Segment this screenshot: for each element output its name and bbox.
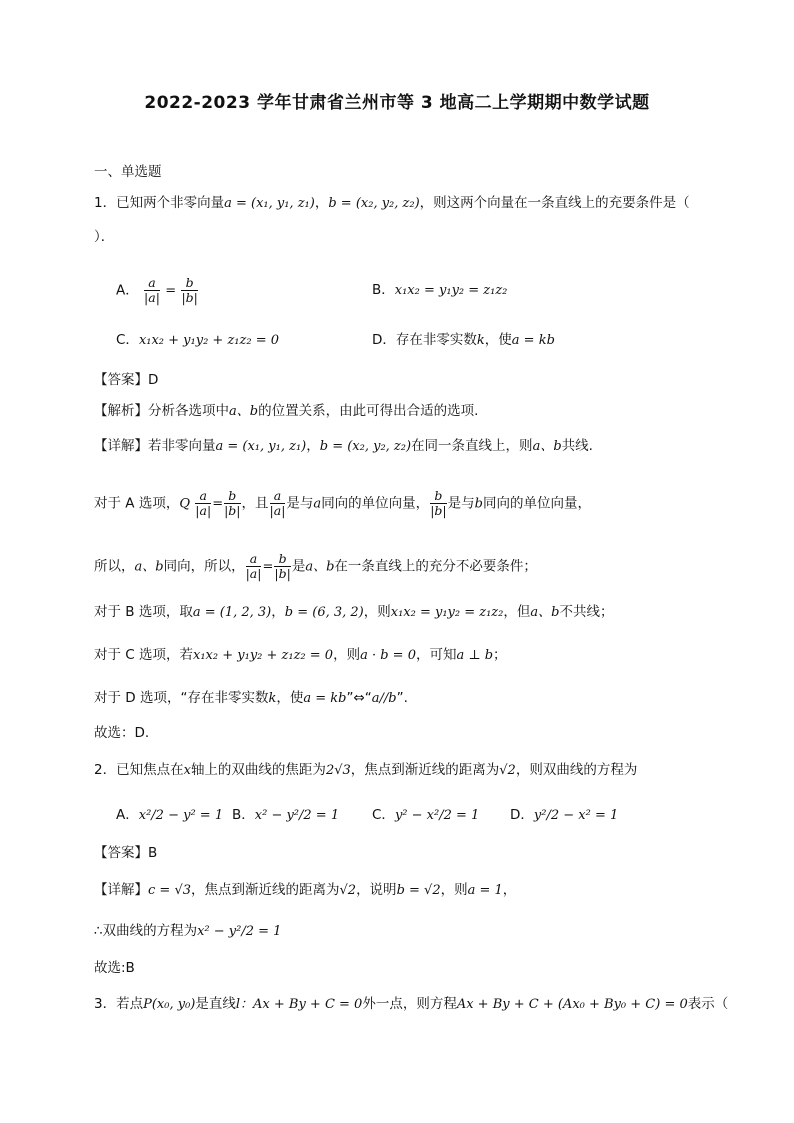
line-b-text-4: 不共线； [559,604,614,620]
answer-value: B [148,845,158,861]
q1-stem [94,193,698,214]
frac-denominator: |a| [269,503,286,518]
frac-numerator: a [246,552,262,567]
frac-numerator: b [181,276,197,291]
line-a-text: 对于 A 选项， [94,495,180,512]
q2-option-b-label: B． [232,807,255,823]
q2-detail-text-4: ， [502,882,517,898]
q1-option-c-expr: x₁x₂ + y₁y₂ + z₁z₂ = 0 [138,333,279,348]
frac-a [246,552,262,581]
q3-line: l：Ax + By + C = 0 [235,997,363,1012]
equals-sign: = [165,283,177,299]
analysis-tag: 【解析】 [94,403,148,419]
frac-a-unit [270,489,286,518]
q2-dist-value: √2 [339,883,357,898]
frac-denominator: |b| [181,290,198,305]
q2-x: x [183,763,191,778]
detail-text: 若非零向量 [148,438,216,454]
q2-option-b [232,805,339,826]
q3-stem-text-2: 是直线 [195,996,236,1012]
q2-detail-text-3: ，则 [440,882,468,898]
q2-stem-text-3: ，焦点到渐近线的距离为 [350,762,500,778]
q2-option-c-expr: y² − x²/2 = 1 [394,808,480,823]
detail-vectors: a、b [532,439,562,454]
q2-b-value: b = √2 [396,883,441,898]
detail-tag: 【详解】 [94,438,148,454]
line-d-k: k [268,691,277,706]
frac-denominator: |b| [274,566,291,581]
frac-b [224,489,240,518]
line-a-text-2: ，且 [241,495,269,512]
line-2-text: 所以， [94,558,135,575]
q1-option-d-k: k [476,333,485,348]
line-c-text-2: ，则 [333,647,361,663]
q3-stem-text-3: 外一点，则方程 [362,996,457,1012]
frac-numerator: b [224,489,240,504]
vectors-ab: a、b [134,559,164,575]
line-d-text-2: ，使 [276,690,304,706]
line-2-text-2: 同向，所以， [163,558,245,575]
frac-b [274,552,290,581]
q2-option-b-expr: x² − y²/2 = 1 [254,808,340,823]
line-b-text-2: ，则 [363,604,391,620]
line-d-text: 对于 D 选项，“存在非零实数 [94,690,269,706]
analysis-vectors: a、b [229,404,259,419]
q1-line-d [94,688,698,709]
q2-stem-text-4: ，则双曲线的方程为 [515,762,638,778]
frac-numerator: a [270,489,286,504]
q3-stem-text: 3．若点 [94,996,144,1012]
q1-detail [94,436,698,457]
q2-detail [94,880,698,901]
q3-stem [94,994,729,1015]
line-a-text-5: 是与 [447,495,475,512]
q1-final: 故选：D. [94,725,150,741]
analysis-text-2: 的位置关系，由此可得出合适的选项. [258,403,479,419]
q1-vec-b: b = (x₂, y₂, z₂) [328,196,420,211]
answer-tag: 【答案】 [94,845,148,861]
detail-vec-b: b = (x₂, y₂, z₂) [319,439,412,454]
q1-line-2 [94,552,698,581]
detail-vec-a: a = (x₁, y₁, z₁) [215,439,307,454]
frac-numerator: a [144,276,160,291]
section-heading: 一、单选题 [94,164,162,180]
vector-b: b [474,496,483,512]
q2-eq-prefix: ∴双曲线的方程为 [94,923,198,939]
page-title: 2022-2023 学年甘肃省兰州市等 3 地高二上学期期中数学试题 [144,93,650,113]
q2-option-a-label: A． [116,807,139,823]
q1-option-d-label: D． [372,332,396,348]
q1-line-a [94,489,698,518]
frac-numerator: b [274,552,290,567]
q1-stem-end: ）． [94,229,115,245]
q2-c-value: c = √3 [148,883,191,898]
q1-option-a-frac-2 [181,276,197,305]
line-d-text-4: ”. [396,690,408,706]
q2-dist: √2 [499,763,516,778]
q1-answer [94,370,698,390]
q2-stem-text: 2．已知焦点在 [94,762,184,778]
q1-option-d-text-2: ，使 [484,332,512,348]
line-d-expr: a = kb [303,691,347,706]
line-2-text-4: 在一条直线上的充分不必要条件； [334,558,537,575]
q1-option-d-expr: a = kb [511,333,555,348]
q1-analysis [94,401,698,422]
q3-point: P(x₀, y₀) [143,997,196,1012]
q2-a-value: a = 1 [467,883,503,898]
q1-option-d [372,330,555,351]
line-a-text-4: 同向的单位向量， [321,495,430,512]
line-d-text-3: ”⇔“ [346,690,372,706]
q1-option-a-label: A． [116,282,139,299]
frac-a [195,489,211,518]
frac-numerator: a [195,489,211,504]
detail-text-3: 共线. [561,438,593,454]
line-b-text: 对于 B 选项，取 [94,604,193,620]
equals-sign: = [262,559,274,575]
detail-tag: 【详解】 [94,882,148,898]
q3-stem-text-4: 表示（ [687,996,729,1012]
line-c-text-4: ； [493,647,507,663]
q1-vec-a: a = (x₁, y₁, z₁) [224,196,315,211]
line-a-text-6: 同向的单位向量， [482,495,591,512]
line-c-expr: x₁x₂ + y₁y₂ + z₁z₂ = 0 [193,648,334,663]
frac-denominator: |b| [224,503,241,518]
q1-option-a-frac-1 [144,276,160,305]
q2-option-a-expr: x²/2 − y² = 1 [138,808,224,823]
because-symbol: Q [179,496,190,512]
line-b-text-3: ，但 [503,604,531,620]
q2-final: 故选:B [94,960,135,976]
frac-b-unit [430,489,446,518]
frac-denominator: |b| [430,503,447,518]
line-a-text-3: 是与 [286,495,314,512]
q2-option-a [116,805,223,826]
equals-sign: = [212,496,224,512]
detail-text-2: 在同一条直线上，则 [411,438,533,454]
q1-option-a [116,276,199,305]
vectors-ab-2: a、b [305,559,335,575]
q1-stem-text: 1．已知两个非零向量 [94,195,225,211]
q2-option-c [372,805,479,826]
q2-option-d [510,805,618,826]
detail-sep: ， [306,438,320,454]
q2-equation [94,921,698,942]
q1-option-b-expr: x₁x₂ = y₁y₂ = z₁z₂ [394,283,508,298]
q1-option-c-label: C． [116,332,139,348]
q2-detail-text: ，焦点到渐近线的距离为 [191,882,340,898]
q1-line-c [94,645,698,666]
q2-focal: 2√3 [325,763,351,778]
frac-denominator: |a| [195,503,212,518]
line-b-sep: ， [271,604,285,620]
q3-eq: Ax + By + C + (Ax₀ + By₀ + C) = 0 [456,997,688,1012]
line-b-vectors: a、b [530,605,560,620]
q2-stem [94,760,698,781]
line-b-vec-a: a = (1, 2, 3) [192,605,272,620]
q2-stem-text-2: 轴上的双曲线的焦距为 [190,762,326,778]
line-b-vec-b: b = (6, 3, 2) [284,605,364,620]
line-b-expr: x₁x₂ = y₁y₂ = z₁z₂ [390,605,504,620]
answer-tag: 【答案】 [94,372,148,388]
q2-detail-text-2: ，说明 [356,882,397,898]
line-c-perp: a ⊥ b [456,648,494,663]
q1-option-b [372,280,507,301]
line-d-parallel: a//b [371,691,397,706]
frac-numerator: b [430,489,446,504]
vector-a: a [313,496,322,512]
frac-denominator: |a| [245,566,262,581]
line-c-dot: a · b = 0 [360,648,416,663]
q2-answer [94,843,698,863]
q1-sep: ， [314,195,329,211]
line-c-text-3: ，可知 [415,647,457,663]
q1-stem-text-2: ，则这两个向量在一条直线上的充要条件是（ [419,195,690,211]
q2-option-c-label: C． [372,807,395,823]
q1-option-c [116,330,279,351]
answer-value: D [148,372,159,388]
line-2-text-3: 是 [291,558,306,575]
line-c-text: 对于 C 选项，若 [94,647,194,663]
frac-denominator: |a| [144,290,160,305]
q2-option-d-expr: y²/2 − x² = 1 [533,808,619,823]
q2-option-d-label: D． [510,807,534,823]
q1-option-d-text: 存在非零实数 [395,332,477,348]
q1-option-b-label: B． [372,282,395,298]
q1-line-b [94,602,698,623]
analysis-text: 分析各选项中 [148,403,229,419]
q2-eq-expr: x² − y²/2 = 1 [197,924,282,939]
